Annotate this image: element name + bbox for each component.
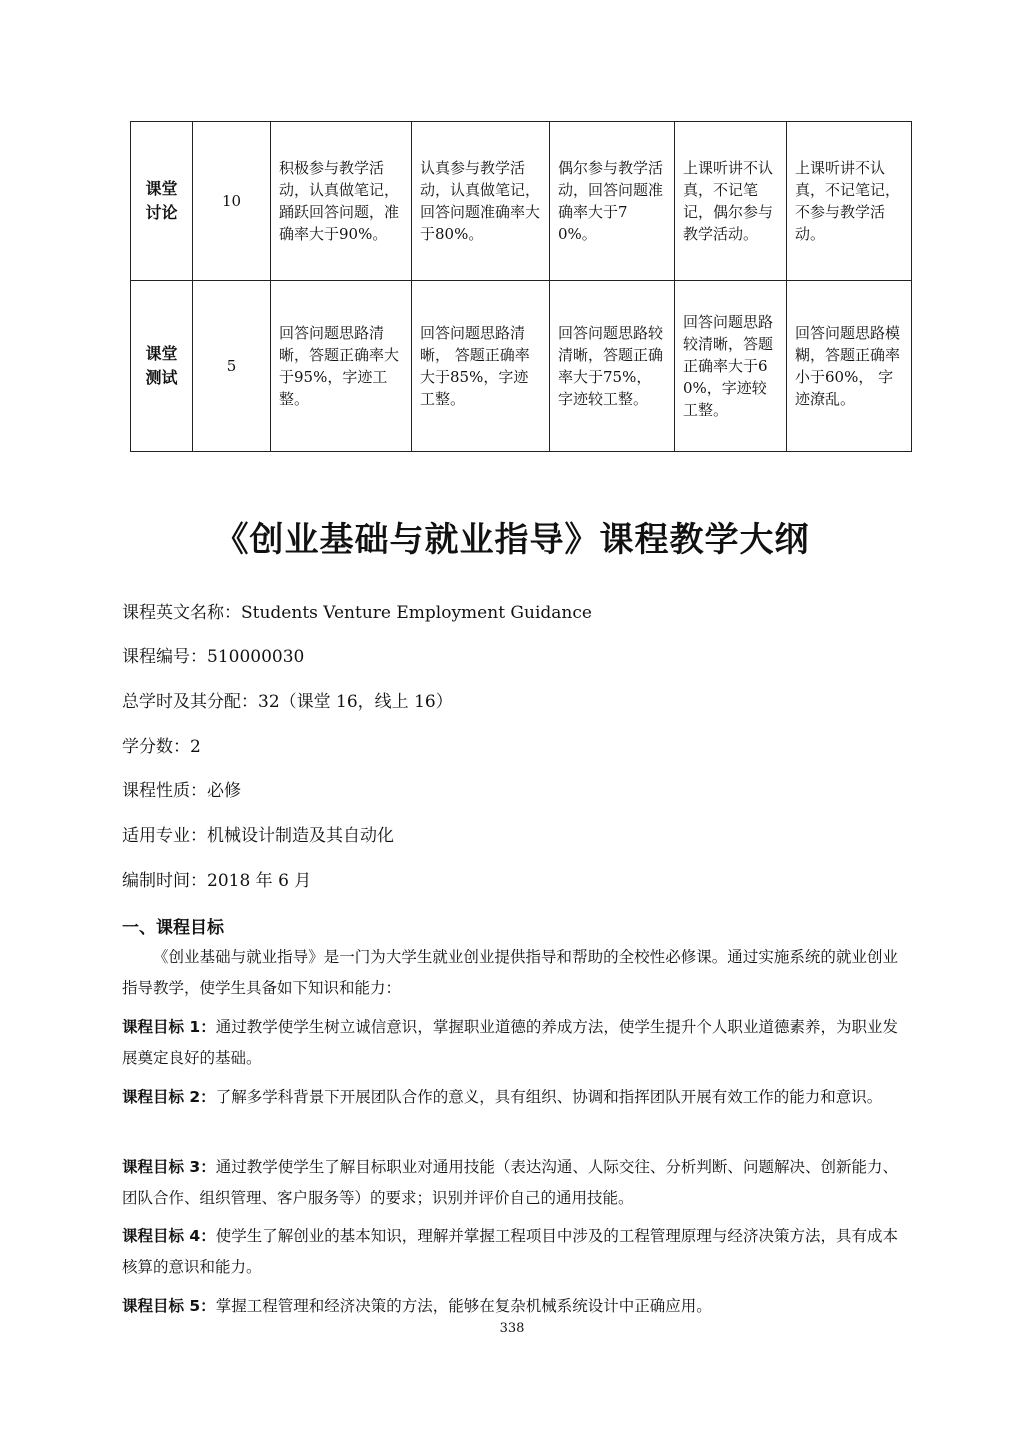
criterion-cell: 回答问题思路清晰， 答题正确率大于85%，字迹工整。 [412,281,550,452]
objective-text: 使学生了解创业的基本知识，理解并掌握工程项目中涉及的工程管理原理与经济决策方法，具有成本核算的意识和能力。 [122,1227,898,1276]
objective-label: 课程目标 1： [122,1018,216,1036]
objective-label: 课程目标 2： [122,1088,216,1106]
criterion-cell: 积极参与教学活动，认真做笔记，踊跃回答问题，准确率大于90%。 [271,122,412,281]
table-row [131,281,912,452]
objective-5 [122,1291,898,1322]
assessment-weight: 5 [193,281,271,452]
criterion-cell: 认真参与教学活动，认真做笔记，回答问题准确率大于80%。 [412,122,550,281]
section-intro: 《创业基础与就业指导》是一门为大学生就业创业提供指导和帮助的全校性必修课。通过实施系统的就业创业指导教学，使学生具备如下知识和能力： [122,948,898,997]
objective-1 [122,1012,898,1074]
assessment-item: 课堂测试 [131,281,193,452]
criterion-cell: 偶尔参与教学活动，回答问题准确率大于70%。 [550,122,675,281]
objective-label: 课程目标 3： [122,1158,216,1176]
objective-label: 课程目标 5： [122,1297,216,1315]
assessment-rubric-table [130,121,912,452]
objective-2 [122,1082,898,1113]
objective-text: 掌握工程管理和经济决策的方法，能够在复杂机械系统设计中正确应用。 [215,1297,712,1315]
course-nature: 课程性质：必修 [122,781,241,801]
criterion-cell: 回答问题思路模糊，答题正确率小于60%， 字迹潦乱。 [787,281,912,452]
course-hours: 总学时及其分配：32（课堂 16，线上 16） [122,692,453,712]
section-heading: 一、课程目标 [122,918,224,938]
criterion-cell: 回答问题思路较清晰，答题正确率大于75%，字迹较工整。 [550,281,675,452]
document-title: 《创业基础与就业指导》课程教学大纲 [214,520,810,560]
objective-label: 课程目标 4： [122,1227,216,1245]
applicable-major: 适用专业：机械设计制造及其自动化 [122,826,394,846]
compiled-date: 编制时间：2018 年 6 月 [122,871,312,891]
objective-text: 通过教学使学生树立诚信意识，掌握职业道德的养成方法，使学生提升个人职业道德素养，为职业发展奠定良好的基础。 [122,1018,898,1067]
course-english-name: 课程英文名称：Students Venture Employment Guidance [122,603,592,623]
table-row [131,122,912,281]
objective-text: 通过教学使学生了解目标职业对通用技能（表达沟通、人际交往、分析判断、问题解决、创新能力、团队合作、组织管理、客户服务等）的要求；识别并评价自己的通用技能。 [122,1158,898,1207]
criterion-cell: 上课听讲不认真，不记笔记，偶尔参与教学活动。 [675,122,787,281]
objective-text: 了解多学科背景下开展团队合作的意义，具有组织、协调和指挥团队开展有效工作的能力和意识。 [215,1088,883,1106]
objective-3 [122,1152,898,1214]
assessment-item: 课堂讨论 [131,122,193,281]
criterion-cell: 回答问题思路清晰，答题正确率大于95%，字迹工整。 [271,281,412,452]
criterion-cell: 回答问题思路较清晰，答题正确率大于60%，字迹较工整。 [675,281,787,452]
assessment-weight: 10 [193,122,271,281]
page-number: 338 [499,1321,525,1336]
course-code: 课程编号：510000030 [122,647,305,667]
criterion-cell: 上课听讲不认真，不记笔记，不参与教学活动。 [787,122,912,281]
course-credits: 学分数：2 [122,737,201,757]
objective-4 [122,1221,898,1283]
